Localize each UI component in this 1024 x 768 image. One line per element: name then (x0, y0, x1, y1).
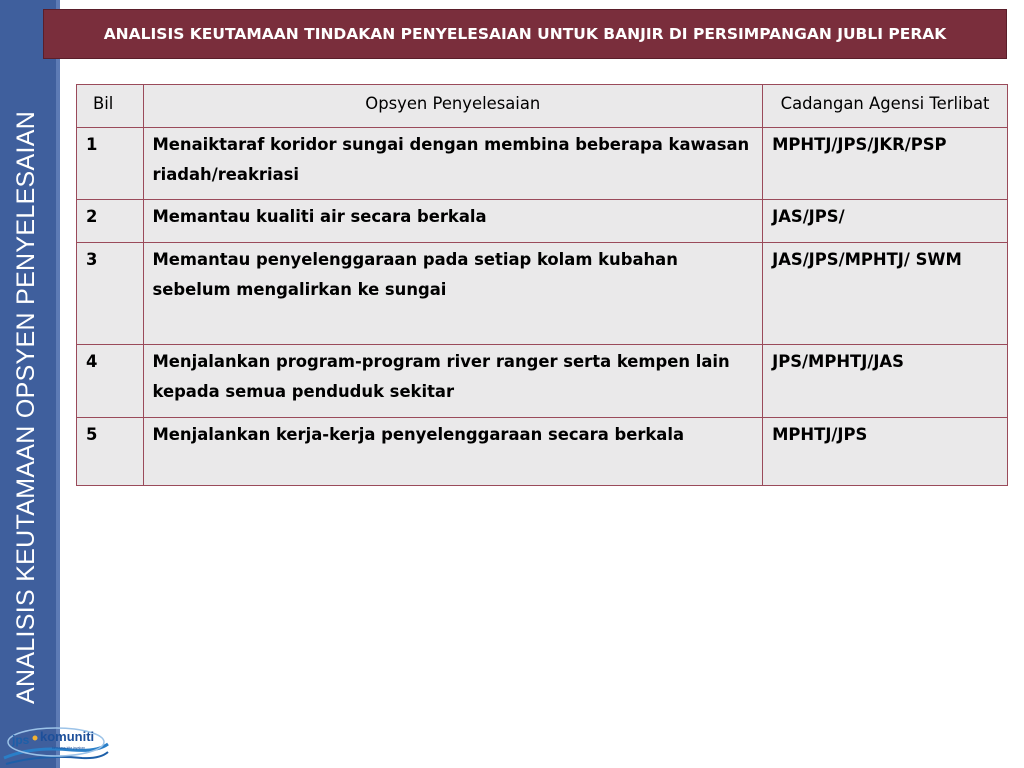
side-band-divider (56, 0, 60, 768)
row-agensi: MPHTJ/JPS/JKR/PSP (763, 128, 1008, 200)
table-row (77, 243, 1008, 345)
header-opsyen: Opsyen Penyelesaian (143, 85, 763, 128)
row-agensi: JPS/MPHTJ/JAS (763, 345, 1008, 418)
row-agensi: JAS/JPS/ (763, 200, 1008, 243)
row-bil: 1 (77, 128, 144, 200)
row-bil: 5 (77, 418, 144, 486)
header-bar (43, 9, 1007, 59)
options-table-container (76, 84, 1008, 486)
logo-jps-text: jps (12, 733, 30, 747)
jps-komuniti-logo (2, 724, 110, 768)
table-row (77, 418, 1008, 486)
row-agensi: MPHTJ/JPS (763, 418, 1008, 486)
row-opsyen: Memantau penyelenggaraan pada setiap kolam kubahan sebelum mengalirkan ke sungai (143, 243, 763, 345)
table-row (77, 345, 1008, 418)
row-opsyen: Memantau kualiti air secara berkala (143, 200, 763, 243)
side-title: ANALISIS KEUTAMAAN OPSYEN PENYELESAIAN (12, 110, 40, 704)
table-row (77, 128, 1008, 200)
row-opsyen: Menaiktaraf koridor sungai dengan membina beberapa kawasan riadah/reakriasi (143, 128, 763, 200)
logo-komuniti-text: komuniti (40, 729, 95, 744)
row-opsyen: Menjalankan program-program river ranger serta kempen lain kepada semua penduduk sekitar (143, 345, 763, 418)
row-bil: 2 (77, 200, 144, 243)
header-agensi: Cadangan Agensi Terlibat (763, 85, 1008, 128)
header-bil: Bil (77, 85, 144, 128)
table-row (77, 200, 1008, 243)
row-bil: 4 (77, 345, 144, 418)
row-opsyen: Menjalankan kerja-kerja penyelenggaraan secara berkala (143, 418, 763, 486)
logo-dot-icon (33, 736, 38, 741)
options-table (76, 84, 1008, 486)
logo-subtext: bersama kita jayakan (52, 746, 86, 750)
row-agensi: JAS/JPS/MPHTJ/ SWM (763, 243, 1008, 345)
table-header-row (77, 85, 1008, 128)
row-bil: 3 (77, 243, 144, 345)
page-title: ANALISIS KEUTAMAAN TINDAKAN PENYELESAIAN UNTUK BANJIR DI PERSIMPANGAN JUBLI PERAK (103, 25, 947, 43)
